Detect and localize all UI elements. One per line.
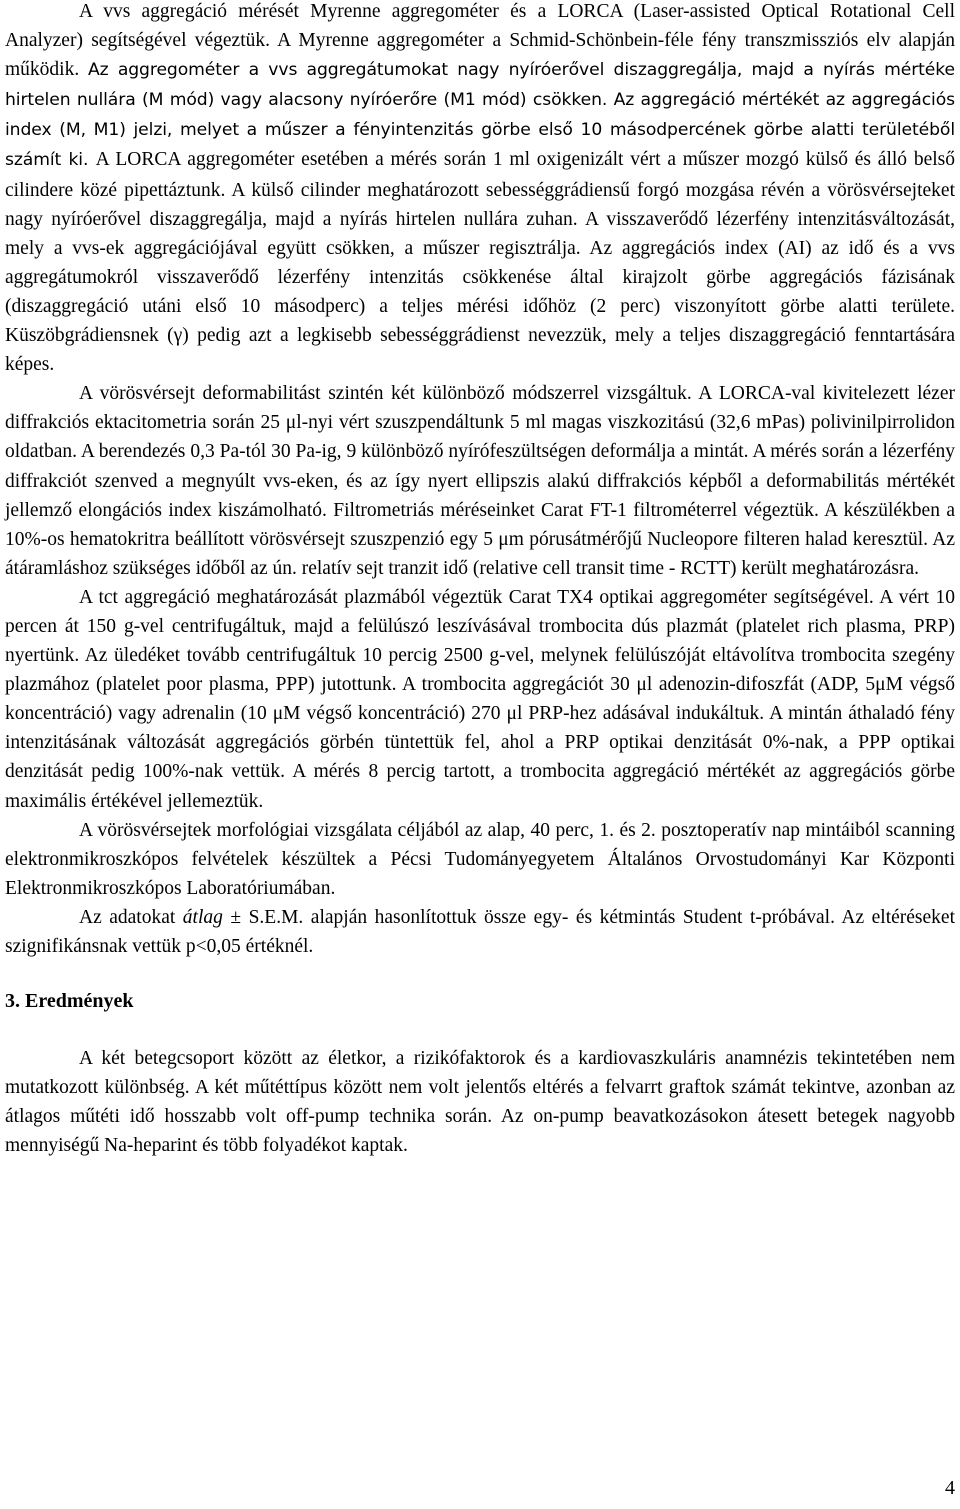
paragraph-segment-italic: átlag [182, 906, 223, 928]
section-heading: 3. Eredmények [5, 990, 134, 1013]
paragraph-morphology [5, 816, 955, 903]
paragraph-aggregation-methods [5, 0, 955, 379]
paragraph-segment: A vvs aggregáció mérését Myrenne aggregométer és a LORCA (Laser-assisted Optical Rotational Cell Analyzer) segítségével végeztük. A Myrenne aggregométer a Schmid-Schönbein-féle fény transzmissziós elv alapján működik. [5, 1, 955, 81]
document-page [5, 0, 955, 1160]
paragraph-segment: Az adatokat [79, 906, 183, 928]
paragraph-segment: A LORCA aggregométer esetében a mérés során 1 ml oxigenizált vért a műszer mozgó külső és álló belső cilindere közé pipettáztunk. A külső cilinder meghatározott sebességgrádiensű forgó mozgása révén a vörösvérsejteket nagy nyíróerővel diszaggregálja, majd a nyírás hirtelen nullára zuhan. A visszaverődő lézerfény intenzitásváltozását, mely a vvs-ek aggregációjával együtt csökken, a műszer regisztrálja. Az aggregációs index (AI) az idő és a vvs aggregátumokról visszaverődő lézerfény intenzitás csökkenése által kirajzolt görbe aggregációs fázisának (diszaggregáció utáni első 10 másodperc) a teljes mérési időhöz (2 perc) viszonyított görbe alatti területe. Küszöbgrádiensnek (γ) pedig azt a legkisebb sebességgrádienst nevezzük, mely a teljes diszaggregáció fenntartására képes. [5, 149, 955, 376]
paragraph-results: A két betegcsoport között az életkor, a rizikófaktorok és a kardiovaszkuláris anamnézis tekintetében nem mutatkozott különbség. A két műtéttípus között nem volt jelentős eltérés a felvarrt graftok számát tekintve, azonban az átlagos műtéti idő hosszabb volt off-pump technika során. Az on-pump beavatkozásokon átesett betegek nagyobb mennyiségű Na-heparint és több folyadékot kaptak. [5, 1048, 955, 1157]
paragraph-deformability-methods [5, 379, 955, 583]
paragraph-segment: A vörösvérsejt deformabilitást szintén két különböző módszerrel vizsgáltuk. A LORCA-val kivitelezett lézer diffrakciós ektacitometria során 25 μl-nyi vért szuszpendáltunk 5 ml magas viszkozitású (32,6 mPas) polivinilpirrolidon oldatban. A berendezés 0,3 Pa-tól 30 Pa-ig, 9 különböző nyírófeszültségen deformálja a mintát. A mérés során a lézerfény diffrakciót szenved a megnyúlt vvs-eken, és az így nyert ellipszis alakú diffrakciós képből a deformabilitás mértékét jellemző elongációs index kiszámolható. Filtrometriás méréseinket Carat FT-1 filtrométerrel végeztük. A készülékben a 10%-os hematokritra beállított vörösvérsejt szuszpenzió egy 5 μm pórusátmérőjű Nucleopore filteren halad keresztül. Az átáramláshoz szükséges időből az ún. relatív sejt tranzit idő (relative cell transit time - RCTT) került meghatározásra. [5, 383, 955, 579]
paragraph-segment-sans: Az aggregométer a vvs aggregátumokat nagy nyíróerővel diszaggregálja, majd a nyírás mértéke hirtelen nullára (M mód) vagy alacsony nyíróerőre (M1 mód) csökken. Az aggregáció mértékét az aggregációs index (M, M1) jelzi, melyet a műszer a fényintenzitás görbe első 10 másodpercének görbe alatti területéből számít ki. [5, 60, 955, 171]
paragraph-segment: ± S.E.M. alapján hasonlítottuk össze egy- és kétmintás Student t-próbával. Az eltéréseket szignifikánsnak vettük p<0,05 értéknél. [5, 906, 955, 957]
page-number: 4 [945, 1477, 955, 1499]
paragraph-segment: A tct aggregáció meghatározását plazmából végeztük Carat TX4 optikai aggregométer segítségével. A vért 10 percen át 150 g-vel centrifugáltuk, majd a felülúszó leszívásával trombocita dús plazmát (platelet rich plasma, PRP) nyertünk. Az üledéket tovább centrifugáltuk 10 percig 2500 g-vel, melynek felülúszóját eltávolítva trombocita szegény plazmához (platelet poor plasma, PPP) jutottunk. A trombocita aggregációt 30 μl adenozin-difoszfát (ADP, 5μM végső koncentráció) vagy adrenalin (10 μM végső koncentráció) 270 μl PRP-hez adásával indukáltuk. A mintán áthaladó fény intenzitásának változását aggregációs görbén tüntettük fel, ahol a PRP optikai denzitását 0%-nak, a PPP optikai denzitását pedig 100%-nak vettük. A mérés 8 percig tartott, a trombocita aggregáció mértékét az aggregációs görbe maximális értékével jellemeztük. [5, 586, 955, 812]
paragraph-platelet-aggregation [5, 583, 955, 816]
paragraph-statistics [5, 903, 955, 961]
paragraph-segment: A vörösvérsejtek morfológiai vizsgálata céljából az alap, 40 perc, 1. és 2. posztoperatív nap mintáiból scanning elektronmikroszkópos felvételek készültek a Pécsi Tudományegyetem Általános Orvostudományi Kar Központi Elektronmikroszkópos Laboratóriumában. [5, 819, 955, 899]
